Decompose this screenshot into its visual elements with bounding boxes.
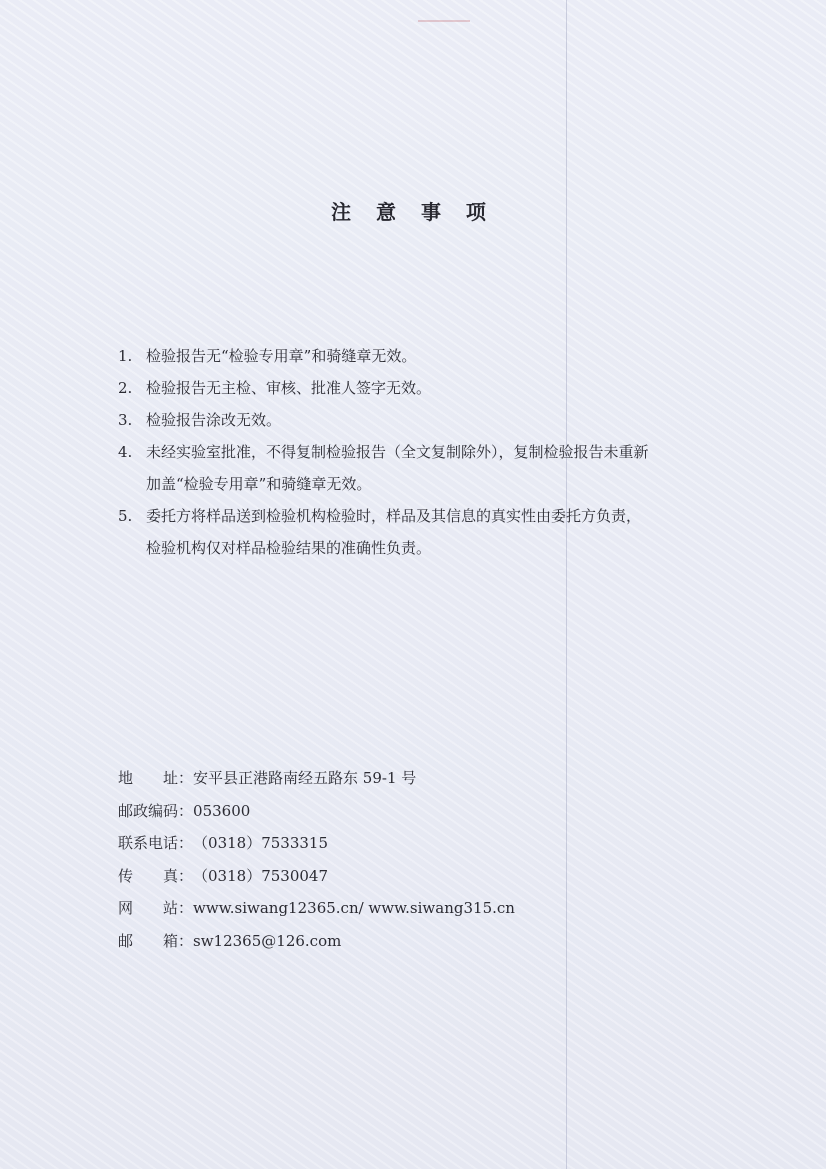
website-row: 网 站 ： www.siwang12365.cn/ www.siwang315.cn — [118, 892, 678, 925]
notice-item-2 — [118, 372, 718, 404]
notice-number: 5. — [118, 507, 133, 525]
notice-number: 4. — [118, 443, 133, 461]
notice-item-5 — [118, 500, 718, 564]
notice-item-4 — [118, 436, 718, 500]
page-title: 注 意 事 项 — [331, 200, 495, 224]
email-value: sw12365@126.com — [193, 931, 342, 950]
notice-text-line-1: 委托方将样品送到检验机构检验时，样品及其信息的真实性由委托方负责， — [146, 507, 642, 525]
address-row: 地 址 ： 安平县正港路南经五路东 59-1 号 — [118, 762, 678, 795]
phone-label: 联系电话 — [118, 834, 179, 852]
notice-number: 1. — [118, 347, 133, 365]
notice-text-line-2: 加盖“检验专用章”和骑缝章无效。 — [146, 475, 372, 493]
website-label: 网 站 — [118, 899, 178, 917]
postcode-row: 邮政编码 ： 053600 — [118, 795, 678, 828]
postcode-label: 邮政编码 — [118, 801, 179, 820]
contact-info — [118, 762, 678, 957]
fax-value: （0318）7530047 — [193, 866, 328, 885]
fax-row: 传 真 ： （0318）7530047 — [118, 860, 678, 893]
notice-text-line-1: 未经实验室批准，不得复制检验报告（全文复制除外），复制检验报告未重新 — [146, 443, 649, 461]
notice-text: 检验报告无主检、审核、批准人签字无效。 — [146, 379, 432, 397]
postcode-value: 053600 — [193, 801, 251, 820]
notice-list — [118, 340, 718, 564]
phone-value: （0318）7533315 — [193, 834, 329, 852]
top-stamp-mark — [418, 20, 470, 22]
page-fold-line — [566, 0, 567, 1169]
notice-number: 3. — [118, 411, 133, 429]
email-row: 邮 箱 ： sw12365@126.com — [118, 925, 678, 958]
notice-item-1 — [118, 340, 718, 372]
notice-number: 2. — [118, 379, 133, 397]
notice-text: 检验报告涂改无效。 — [146, 411, 282, 429]
fax-label: 传 真 — [118, 866, 178, 885]
phone-row: 联系电话 ： （0318）7533315 — [118, 827, 678, 860]
address-label: 地 址 — [118, 769, 178, 787]
notice-text-line-2: 检验机构仅对样品检验结果的准确性负责。 — [146, 539, 432, 557]
email-label: 邮 箱 — [118, 931, 178, 950]
notice-item-3 — [118, 404, 718, 436]
notice-text: 检验报告无“检验专用章”和骑缝章无效。 — [146, 347, 417, 365]
address-value: 安平县正港路南经五路东 59-1 号 — [193, 769, 417, 787]
website-value: www.siwang12365.cn/ www.siwang315.cn — [193, 899, 515, 917]
